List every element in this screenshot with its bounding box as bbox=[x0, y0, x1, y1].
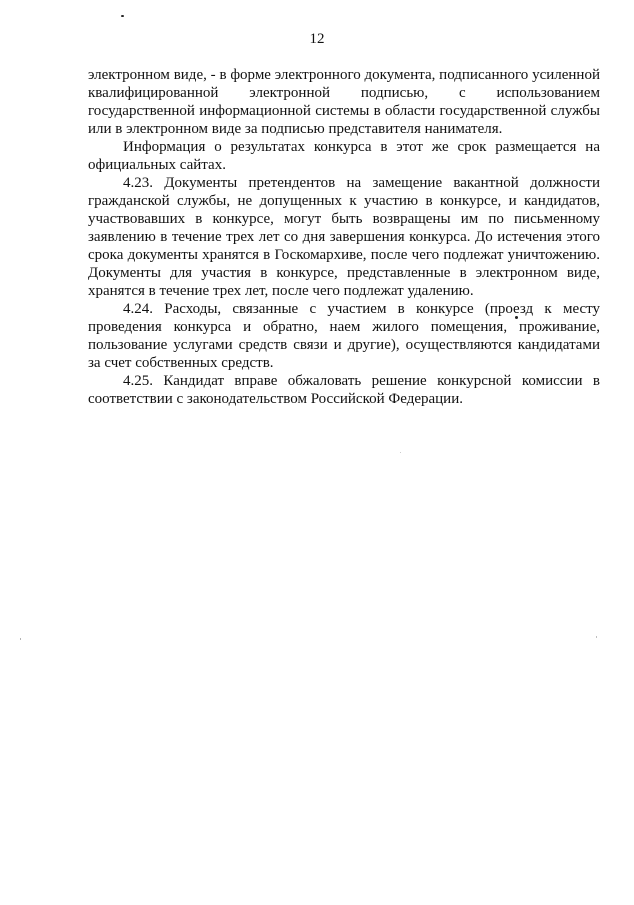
paragraph-results-info: Информация о результатах конкурса в этот же срок размещается на официальных сайтах. bbox=[88, 139, 600, 173]
scan-speck bbox=[596, 636, 597, 638]
paragraph-continuation: электронном виде, - в форме электронного документа, подписанного усиленной квалифицированной электронной подписью, с использованием государственной информационной системы в области государственной службы или в электронном виде за подписью представителя нанимателя. bbox=[88, 67, 600, 137]
paragraph-4-24: 4.24. Расходы, связанные с участием в конкурсе (проезд к месту проведения конкурса и обратно, наем жилого помещения, проживание, пользование услугами средств связи и другие), осуществляются кандидатами за счет собственных средств. bbox=[88, 301, 600, 371]
document-body bbox=[88, 66, 600, 408]
scan-speck bbox=[400, 452, 401, 453]
scan-speck bbox=[121, 15, 124, 17]
scan-speck bbox=[20, 638, 21, 640]
paragraph-4-23: 4.23. Документы претендентов на замещение вакантной должности гражданской службы, не допущенных к участию в конкурсе, и кандидатов, участвовавших в конкурсе, могут быть возвращены им по письменному заявлению в течение трех лет со дня завершения конкурса. До истечения этого срока документы хранятся в Госкомархиве, после чего подлежат уничтожению. Документы для участия в конкурсе, представленные в электронном виде, хранятся в течение трех лет, после чего подлежат удалению. bbox=[88, 175, 600, 299]
paragraph-4-25: 4.25. Кандидат вправе обжаловать решение конкурсной комиссии в соответствии с законодательством Российской Федерации. bbox=[88, 373, 600, 407]
page-number: 12 bbox=[309, 31, 325, 47]
